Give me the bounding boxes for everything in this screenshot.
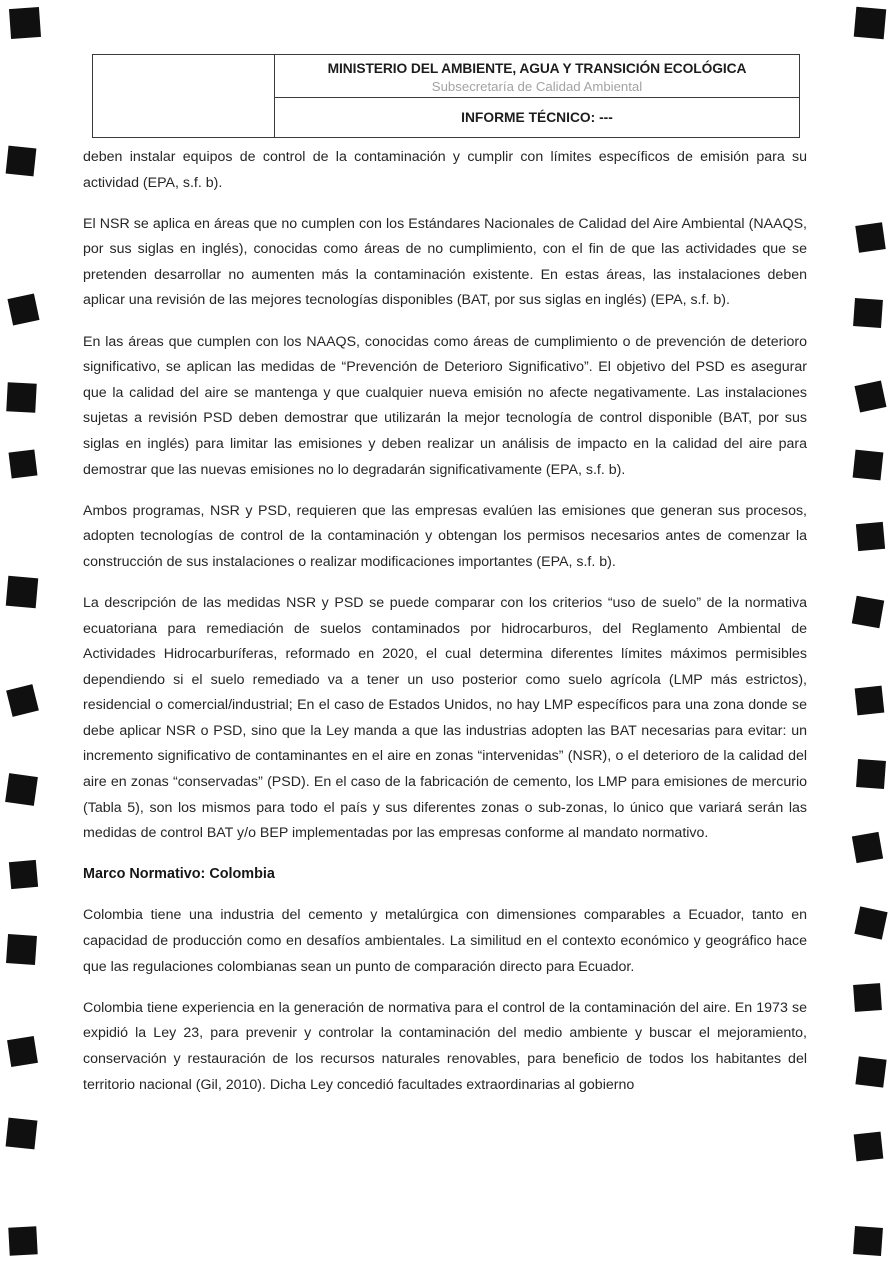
paragraph: Colombia tiene experiencia en la generación de normativa para el control de la contaminación del aire. En 1973 se expidió la Ley 23, para prevenir y controlar la contaminación del medio ambiente y buscar el mejoramiento, conservación y restauración de los recursos naturales renovables, para beneficio de todos los habitantes del territorio nacional (Gil, 2010). Dicha Ley concedió facultades extraordinarias al gobierno (83, 999, 807, 1093)
fiducial-marker (5, 773, 38, 806)
fiducial-marker (852, 596, 884, 628)
header-table (92, 54, 800, 138)
fiducial-marker (853, 983, 882, 1012)
paragraph: deben instalar equipos de control de la contaminación y cumplir con límites específicos de emisión para su actividad (EPA, s.f. b). (83, 149, 807, 191)
fiducial-marker (9, 7, 41, 39)
fiducial-marker (855, 222, 885, 252)
fiducial-marker (853, 1226, 883, 1256)
subsecretariat-subtitle: Subsecretaría de Calidad Ambiental (431, 79, 643, 94)
fiducial-marker (8, 1226, 37, 1255)
header-title-row (275, 55, 799, 98)
fiducial-marker (854, 1132, 884, 1162)
fiducial-marker (853, 298, 883, 328)
fiducial-marker (6, 382, 36, 412)
paragraph: Colombia tiene una industria del cemento y metalúrgica con dimensiones comparables a Ecuador, tanto en capacidad de producción como en desafíos ambientales. La similitud en el contexto económico y geográfico hace que las regulaciones colombianas sean un punto de comparación directo para Ecuador. (83, 907, 807, 975)
section-heading-marco-normativo-colombia: Marco Normativo: Colombia (83, 866, 275, 883)
fiducial-marker (855, 686, 885, 716)
fiducial-marker (9, 860, 38, 889)
fiducial-marker (6, 576, 39, 609)
report-label: INFORME TÉCNICO: --- (461, 110, 613, 125)
header-main-cell (275, 55, 799, 137)
fiducial-marker (852, 832, 883, 863)
fiducial-marker (6, 1118, 38, 1150)
fiducial-marker (854, 380, 886, 412)
fiducial-marker (6, 934, 37, 965)
paragraph: La descripción de las medidas NSR y PSD se puede comparar con los criterios “uso de suelo” de la normativa ecuatoriana para remediación de suelos contaminados por hidrocarburos, del Reglamento Ambiental de Actividades Hidrocarburíferas, reformado en 2020, el cual determina diferentes límites máximos permisibles dependiendo si el suelo remediado va a tener un uso posterior como suelo agrícola (LMP más estrictos), residencial o comercial/industrial; En el caso de Estados Unidos, no hay LMP específicos para una zona donde se debe aplicar NSR o PSD, sino que la Ley manda a que las industrias adopten las BAT necesarias para evitar: un incremento significativo de contaminantes en el aire en zonas “intervenidas” (NSR), o el deterioro de la calidad del aire en zonas “conservadas” (PSD). En el caso de la fabricación de cemento, los LMP para emisiones de mercurio (Tabla 5), son los mismos para todo el país y sus diferentes zonas o sub-zonas, lo único que variará serán las medidas de control BAT y/o BEP implementadas por las empresas conforme al mandato normativo. (83, 594, 807, 842)
paragraph: En las áreas que cumplen con los NAAQS, conocidas como áreas de cumplimiento o de prevención de deterioro significativo, se aplican las medidas de “Prevención de Deterioro Significativo”. El objetivo del PSD es asegurar que la calidad del aire se mantenga y que cualquier nueva emisión no afecte negativamente. Las instalaciones sujetas a revisión PSD deben demostrar que utilizarán la mejor tecnología de control disponible (BAT, por sus siglas en inglés) para limitar las emisiones y deben realizar un análisis de impacto en la calidad del aire para demostrar que las nuevas emisiones no lo degradarán significativamente (EPA, s.f. b). (83, 333, 807, 478)
fiducial-marker (6, 684, 39, 717)
fiducial-marker (7, 1036, 38, 1067)
fiducial-marker (855, 1056, 886, 1087)
ministry-title: MINISTERIO DEL AMBIENTE, AGUA Y TRANSICIÓN ECOLÓGICA (327, 61, 747, 76)
fiducial-marker (9, 450, 38, 479)
paragraph: Ambos programas, NSR y PSD, requieren que las empresas evalúen las emisiones que generan sus procesos, adopten tecnologías de control de la contaminación y obtengan los permisos necesarios antes de comenzar la construcción de sus instalaciones o realizar modificaciones importantes (EPA, s.f. b). (83, 502, 807, 570)
fiducial-marker (854, 906, 887, 939)
document-body (83, 145, 807, 1114)
paragraph: El NSR se aplica en áreas que no cumplen con los Estándares Nacionales de Calidad del Aire Ambiental (NAAQS, por sus siglas en inglés), conocidas como áreas de no cumplimiento, con el fin de que las actividades que se pretenden desarrollar no aumenten más la contaminación existente. En estas áreas, las instalaciones deben aplicar una revisión de las mejores tecnologías disponibles (BAT, por sus siglas en inglés) (EPA, s.f. b). (83, 215, 807, 309)
fiducial-marker (6, 146, 37, 177)
fiducial-marker (7, 293, 39, 325)
logo-cell (93, 55, 275, 137)
fiducial-marker (853, 450, 884, 481)
fiducial-marker (856, 522, 885, 551)
fiducial-marker (856, 759, 886, 789)
fiducial-marker (854, 7, 887, 40)
